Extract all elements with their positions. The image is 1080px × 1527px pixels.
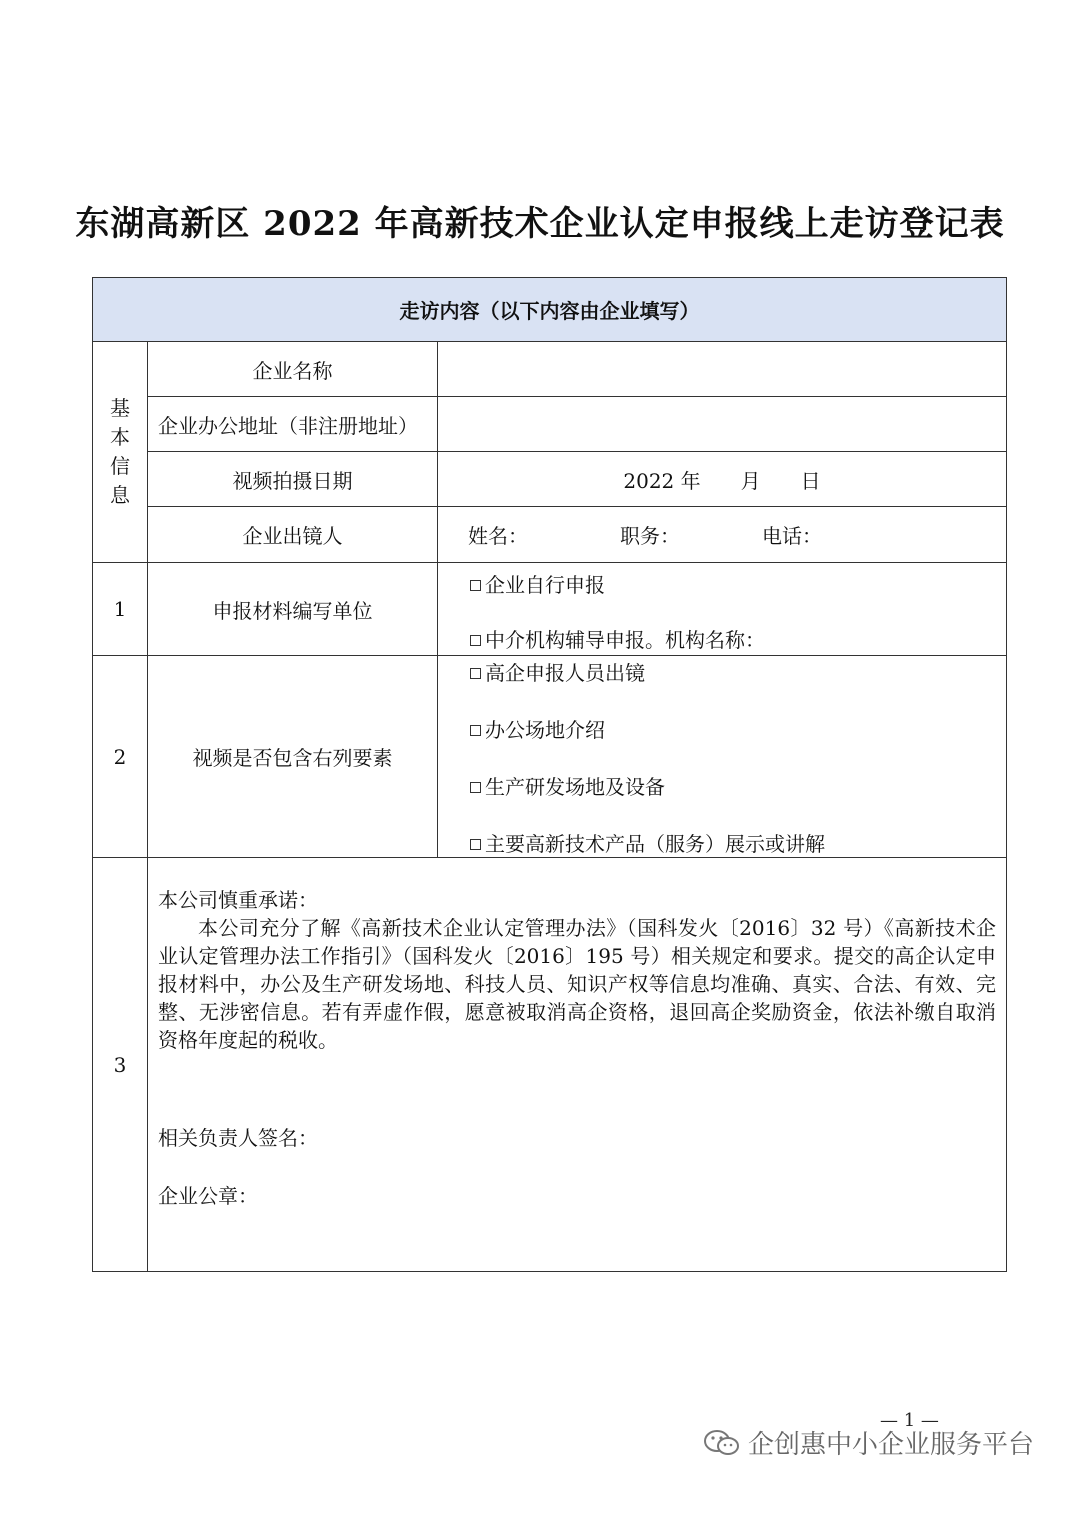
checkbox-icon[interactable] [470,839,481,850]
presenter-label: 企业出镜人 [148,507,438,563]
item-2-label: 视频是否包含右列要素 [148,656,438,858]
option-agency-declare[interactable]: 中介机构辅导申报。机构名称： [438,624,1006,653]
basic-info-label: 基 本 信 息 [93,342,148,563]
presenter-field[interactable] [438,507,1007,563]
presenter-phone-label: 电话： [762,524,822,548]
checkbox-icon[interactable] [470,580,481,591]
document-title: 东湖高新区 2022 年高新技术企业认定申报线上走访登记表 [75,204,1005,244]
option-product-showcase[interactable]: 主要高新技术产品（服务）展示或讲解 [438,828,1006,857]
checkbox-icon[interactable] [470,782,481,793]
checkbox-icon[interactable] [470,635,481,646]
item-1-number: 1 [93,563,148,656]
pledge-title: 本公司慎重承诺： [158,888,318,912]
watermark-text: 企创惠中小企业服务平台 [748,1430,1035,1460]
checkbox-icon[interactable] [470,725,481,736]
checkbox-icon[interactable] [470,668,481,679]
office-address-label: 企业办公地址（非注册地址） [148,397,438,452]
option-office-intro[interactable]: 办公场地介绍 [438,714,1006,743]
item-3-number: 3 [93,858,148,1272]
company-name-field[interactable] [438,342,1007,397]
registration-form-table [92,277,1007,1272]
item-1-options [438,563,1007,656]
signature-label: 相关负责人签名： [158,1126,318,1150]
watermark [702,1424,1034,1461]
pledge-cell [148,858,1007,1272]
wechat-icon [702,1428,742,1458]
option-staff-appear[interactable]: 高企申报人员出镜 [438,657,1006,686]
pledge-body: 本公司充分了解《高新技术企业认定管理办法》（国科发火〔2016〕32 号）《高新技术企业认定管理办法工作指引》（国科发火〔2016〕195 号）相关规定和要求。提交的高企认定申报材料中，办公及生产研发场地、科技人员、知识产权等信息均准确、真实、合法、有效、完整、无涉密信息。若有弄虚作假，愿意被取消高企资格，退回高企奖励资金，依法补缴自取消资格年度起的税收。 [158,916,997,1052]
item-1-label: 申报材料编写单位 [148,563,438,656]
video-date-label: 视频拍摄日期 [148,452,438,507]
item-2-number: 2 [93,656,148,858]
presenter-position-label: 职务： [620,524,680,548]
company-name-label: 企业名称 [148,342,438,397]
seal-label: 企业公章： [158,1184,258,1208]
option-self-declare[interactable]: 企业自行申报 [438,569,1006,598]
table-header: 走访内容（以下内容由企业填写） [93,278,1007,342]
video-date-field[interactable]: 2022 年 月 日 [438,452,1007,507]
option-rd-site[interactable]: 生产研发场地及设备 [438,771,1006,800]
presenter-name-label: 姓名： [468,524,528,548]
page-number: — 1 — [880,1410,939,1431]
item-2-options [438,656,1007,858]
office-address-field[interactable] [438,397,1007,452]
